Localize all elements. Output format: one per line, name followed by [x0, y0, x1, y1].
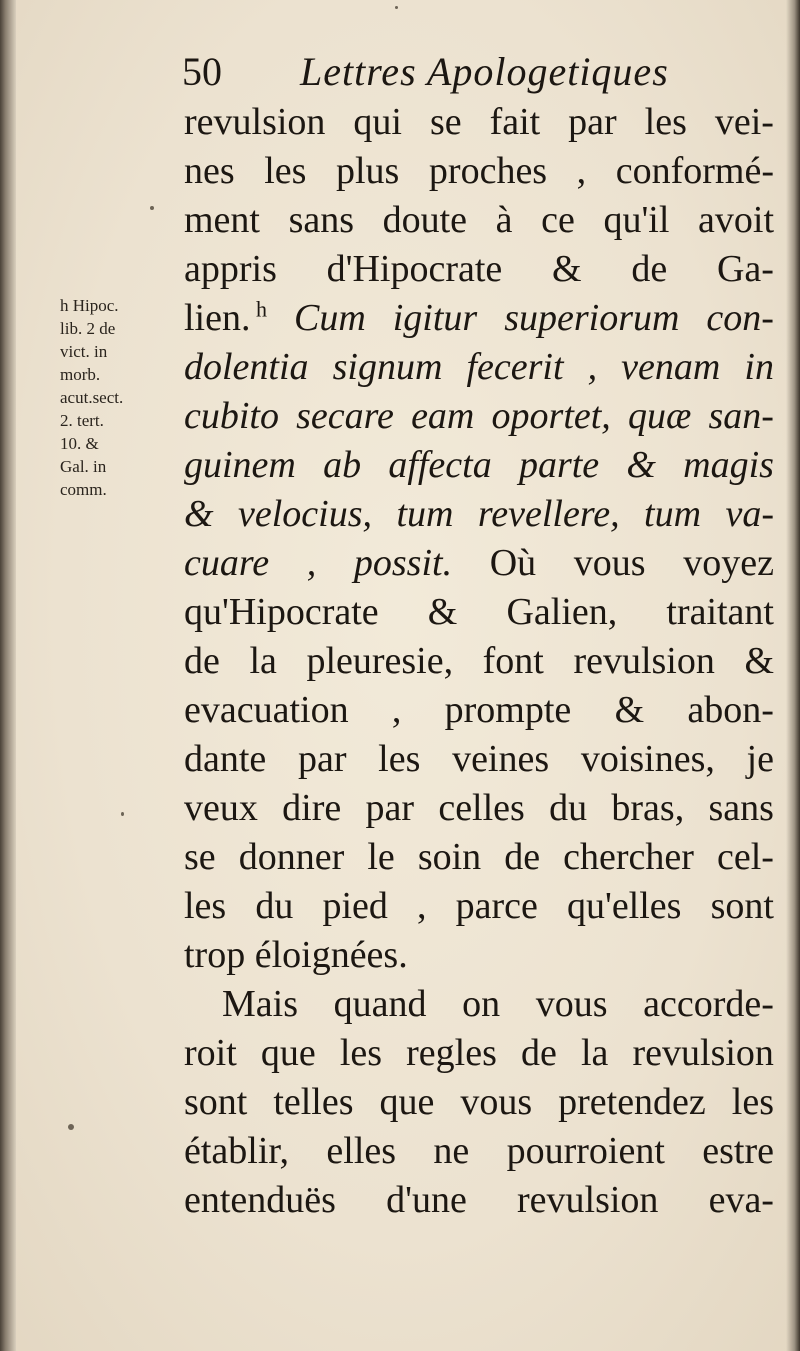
footnote-mark: h [250, 296, 267, 322]
margin-note-line: comm. [60, 480, 107, 499]
margin-note-line: Gal. in [60, 457, 107, 476]
text-line: lien. $^h$ Cum igitur superiorum con- [184, 296, 774, 339]
text-line: revulsion qui se fait par les vei- [184, 101, 774, 143]
paper-speck [395, 6, 398, 9]
text-line: qu'Hipocrate & Galien, traitant [184, 591, 774, 633]
text-line: guinem ab affecta parte & magis [184, 444, 774, 486]
margin-note-line: vict. in [60, 342, 108, 361]
text-line: cubito secare eam oportet, quæ san- [184, 395, 774, 437]
margin-note-line: 2. tert. [60, 411, 104, 430]
text-line: appris d'Hipocrate & de Ga- [184, 248, 774, 290]
text-line: trop éloignées. [184, 934, 408, 976]
page-right-edge [786, 0, 800, 1351]
margin-note-line: lib. 2 de [60, 319, 116, 338]
margin-note-line: acut.sect. [60, 388, 124, 407]
page-header [182, 40, 772, 100]
body-text [184, 98, 774, 1225]
text-line: dolentia signum fecerit , venam in [184, 346, 774, 388]
text-line: cuare , possit. Où vous voyez [184, 542, 774, 584]
margin-note [60, 294, 184, 501]
margin-note-line: morb. [60, 365, 101, 384]
text-line: dante par les veines voisines, je [184, 738, 774, 780]
paper-speck [68, 1124, 74, 1130]
paper-speck [121, 812, 124, 816]
text-line: sont telles que vous pretendez les [184, 1081, 774, 1123]
text-line: & velocius, tum revellere, tum va- [184, 493, 774, 535]
margin-note-line: h Hipoc. [60, 296, 119, 315]
page-left-edge [0, 0, 16, 1351]
text-line: de la pleuresie, font revulsion & [184, 640, 774, 682]
text-line: se donner le soin de chercher cel- [184, 836, 774, 878]
page-number: 50 [182, 49, 222, 94]
text-line: Mais quand on vous accorde- [222, 983, 774, 1025]
margin-note-line: 10. & [60, 434, 99, 453]
text-line: ment sans doute à ce qu'il avoit [184, 199, 774, 241]
text-line: evacuation , prompte & abon- [184, 689, 774, 731]
paper-speck [150, 206, 154, 210]
running-title: Lettres Apologetiques [300, 49, 669, 94]
text-line: entenduës d'une revulsion eva- [184, 1179, 774, 1221]
text-line: veux dire par celles du bras, sans [184, 787, 774, 829]
text-line: roit que les regles de la revulsion [184, 1032, 774, 1074]
text-line: les du pied , parce qu'elles sont [184, 885, 774, 927]
text-line: établir, elles ne pourroient estre [184, 1130, 774, 1172]
text-line: nes les plus proches , conformé- [184, 150, 774, 192]
